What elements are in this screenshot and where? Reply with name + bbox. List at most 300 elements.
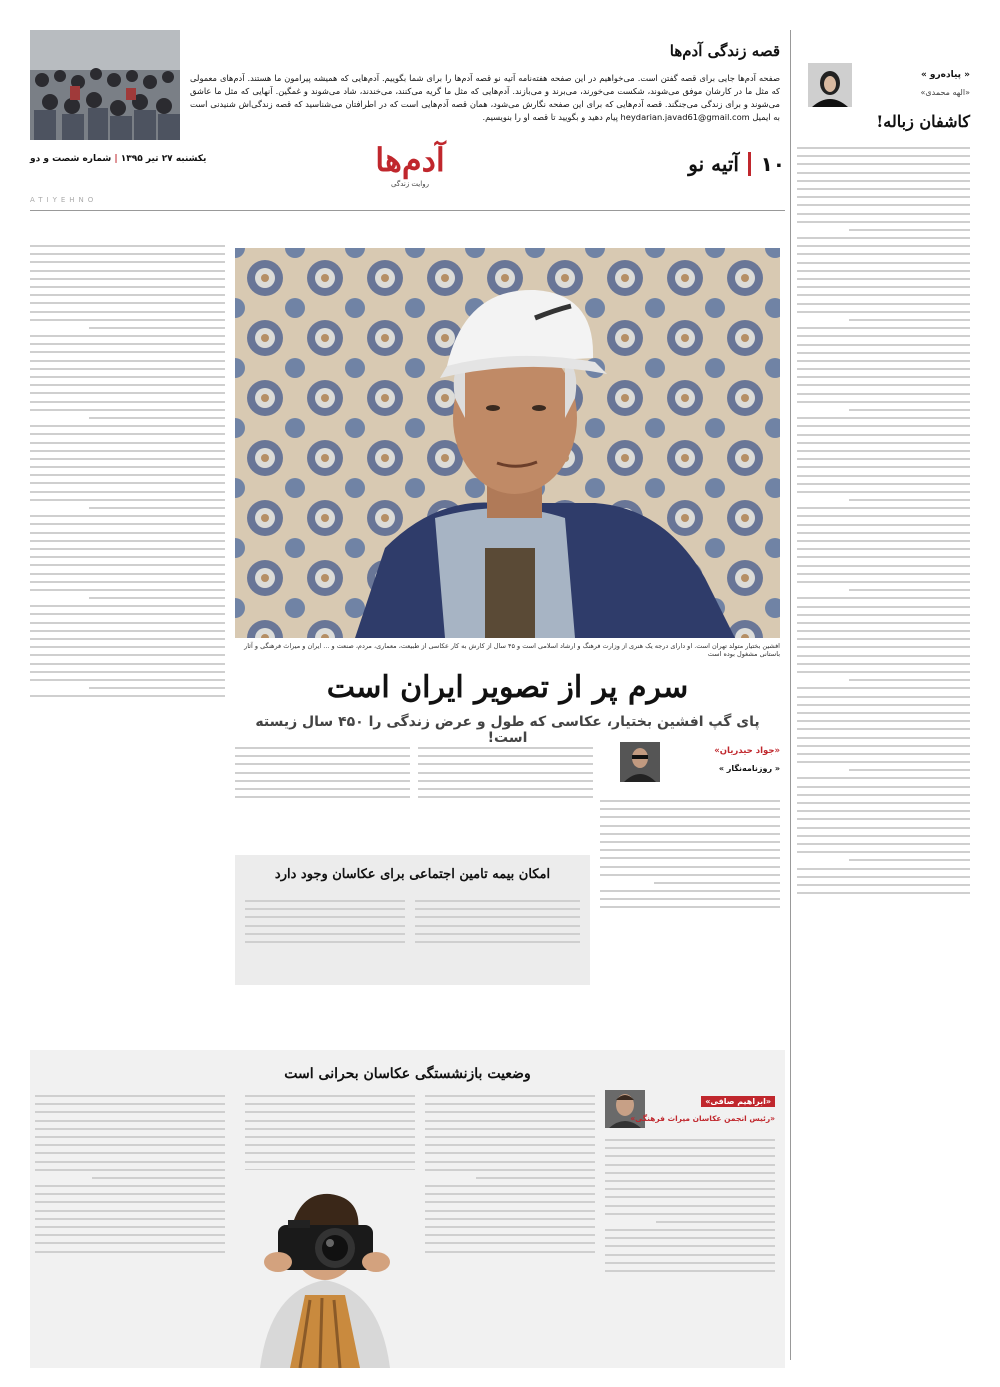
text-line	[89, 597, 226, 599]
text-line	[797, 286, 970, 288]
text-line	[797, 303, 970, 305]
byline	[600, 742, 780, 792]
text-line	[797, 671, 970, 673]
text-line	[605, 1229, 775, 1231]
text-line	[30, 433, 225, 435]
text-line	[35, 1210, 225, 1212]
text-line	[797, 221, 970, 223]
bottom-col-1	[605, 1134, 775, 1360]
text-line	[797, 884, 970, 886]
text-line	[797, 720, 970, 722]
text-line	[30, 532, 225, 534]
text-line	[797, 704, 970, 706]
text-line	[600, 906, 780, 908]
text-line	[797, 892, 970, 894]
text-line	[89, 687, 226, 689]
text-line	[605, 1245, 775, 1247]
photographer-image	[230, 1170, 420, 1368]
text-line	[600, 857, 780, 859]
text-line	[797, 777, 970, 779]
text-line	[30, 294, 225, 296]
text-line	[425, 1136, 595, 1138]
text-line	[797, 270, 970, 272]
text-line	[30, 253, 225, 255]
text-line	[797, 876, 970, 878]
text-line	[415, 933, 580, 935]
text-line	[600, 825, 780, 827]
text-line	[605, 1262, 775, 1264]
text-line	[425, 1226, 595, 1228]
text-line	[797, 810, 970, 812]
text-line	[849, 679, 970, 681]
text-line	[797, 606, 970, 608]
text-line	[235, 796, 410, 798]
text-line	[245, 1095, 415, 1097]
text-line	[797, 180, 970, 182]
text-line	[600, 890, 780, 892]
text-line	[605, 1139, 775, 1141]
date-separator: |	[111, 154, 118, 164]
text-line	[425, 1169, 595, 1171]
text-line	[797, 311, 970, 313]
text-line	[797, 344, 970, 346]
bottom-byline	[595, 1090, 775, 1130]
text-line	[797, 515, 970, 517]
text-line	[418, 796, 593, 798]
text-line	[605, 1180, 775, 1182]
text-line	[30, 548, 225, 550]
text-line	[797, 728, 970, 730]
text-line	[30, 679, 225, 681]
text-line	[418, 780, 593, 782]
text-line	[35, 1226, 225, 1228]
text-line	[797, 802, 970, 804]
text-line	[797, 630, 970, 632]
text-line	[425, 1193, 595, 1195]
text-line	[30, 335, 225, 337]
text-line	[30, 491, 225, 493]
text-line	[35, 1201, 225, 1203]
text-line	[425, 1095, 595, 1097]
text-line	[797, 335, 970, 337]
text-line	[797, 147, 970, 149]
intro-title: قصه زندگی آدم‌ها	[669, 42, 780, 60]
byline-avatar	[620, 742, 660, 782]
text-line	[89, 417, 226, 419]
text-line	[425, 1185, 595, 1187]
text-line	[35, 1128, 225, 1130]
text-line	[425, 1120, 595, 1122]
text-line	[605, 1188, 775, 1190]
text-line	[797, 352, 970, 354]
text-line	[415, 908, 580, 910]
text-line	[245, 1136, 415, 1138]
text-line	[418, 788, 593, 790]
text-line	[797, 450, 970, 452]
text-line	[654, 882, 780, 884]
bottom-col-4	[35, 1090, 225, 1360]
text-line	[797, 712, 970, 714]
text-line	[797, 614, 970, 616]
text-line	[35, 1120, 225, 1122]
text-line	[35, 1251, 225, 1253]
text-line	[797, 376, 970, 378]
text-line	[797, 540, 970, 542]
main-col-1	[600, 795, 780, 985]
text-line	[849, 769, 970, 771]
main-col-3-lines	[235, 742, 410, 847]
text-line	[425, 1242, 595, 1244]
text-line	[35, 1185, 225, 1187]
text-line	[235, 772, 410, 774]
insurance-col-b-lines	[245, 895, 405, 977]
text-line	[476, 1177, 595, 1179]
text-line	[797, 294, 970, 296]
text-line	[30, 319, 225, 321]
sidebar-kicker: « پیاده‌رو »	[920, 70, 970, 80]
text-line	[30, 671, 225, 673]
text-line	[245, 1152, 415, 1154]
text-line	[245, 1161, 415, 1163]
text-line	[235, 763, 410, 765]
text-line	[797, 327, 970, 329]
text-line	[415, 900, 580, 902]
insurance-col-a-lines	[415, 895, 580, 977]
text-line	[605, 1205, 775, 1207]
logo-text: آدم‌ها	[375, 141, 445, 179]
text-line	[425, 1218, 595, 1220]
text-line	[797, 417, 970, 419]
text-line	[797, 458, 970, 460]
text-line	[849, 229, 970, 231]
text-line	[425, 1161, 595, 1163]
left-column-text	[30, 240, 225, 982]
text-line	[30, 474, 225, 476]
text-line	[425, 1201, 595, 1203]
text-line	[797, 393, 970, 395]
text-line	[245, 1128, 415, 1130]
text-line	[30, 351, 225, 353]
left-column-lines	[30, 240, 225, 982]
text-line	[30, 450, 225, 452]
date: یکشنبه ۲۷ تیر ۱۳۹۵	[120, 154, 207, 164]
text-line	[797, 753, 970, 755]
text-line	[797, 384, 970, 386]
text-line	[35, 1218, 225, 1220]
text-line	[35, 1111, 225, 1113]
text-line	[245, 1103, 415, 1105]
text-line	[797, 360, 970, 362]
text-line	[30, 286, 225, 288]
text-line	[605, 1147, 775, 1149]
text-line	[797, 532, 970, 534]
text-line	[30, 499, 225, 501]
bottom-col-2-lines	[425, 1090, 595, 1360]
text-line	[30, 573, 225, 575]
section-name: آتیه نو	[688, 152, 739, 176]
bottom-col-4-lines	[35, 1090, 225, 1360]
text-line	[30, 581, 225, 583]
text-line	[30, 245, 225, 247]
text-line	[415, 925, 580, 927]
text-line	[30, 638, 225, 640]
text-line	[30, 646, 225, 648]
crowd-photo	[30, 30, 180, 140]
text-line	[849, 319, 970, 321]
text-line	[797, 556, 970, 558]
photo-caption: افشین بختیار متولد تهران است. او دارای درجه یک هنری از وزارت فرهنگ و ارشاد اسلامی است و ۴۵ سال از کارش به کار عکاسی از طبیعت، معماری، مردم، صنعت و ... ایران و میراث فرهنگی و آثار باستانی مشغول بوده است	[244, 642, 780, 658]
text-line	[30, 311, 225, 313]
text-line	[30, 523, 225, 525]
main-col-2	[418, 742, 593, 847]
text-line	[797, 245, 970, 247]
text-line	[245, 1120, 415, 1122]
text-line	[797, 507, 970, 509]
text-line	[797, 368, 970, 370]
text-line	[418, 755, 593, 757]
text-line	[425, 1128, 595, 1130]
text-line	[30, 466, 225, 468]
text-line	[30, 261, 225, 263]
text-line	[415, 941, 580, 943]
text-line	[35, 1095, 225, 1097]
text-line	[797, 655, 970, 657]
text-line	[245, 916, 405, 918]
main-col-2-lines	[418, 742, 593, 847]
text-line	[425, 1103, 595, 1105]
text-line	[797, 597, 970, 599]
text-line	[30, 589, 225, 591]
text-line	[797, 835, 970, 837]
subhead: پای گپ افشین بختیار، عکاسی که طول و عرض زندگی را ۴۵۰ سال زیسته است!	[255, 714, 760, 746]
text-line	[425, 1234, 595, 1236]
text-line	[797, 188, 970, 190]
text-line	[30, 605, 225, 607]
sidebar-body	[797, 142, 970, 1357]
text-line	[30, 384, 225, 386]
text-line	[89, 507, 226, 509]
bottom-section	[30, 1050, 785, 1368]
portrait-photo	[235, 248, 780, 638]
text-line	[605, 1270, 775, 1272]
intro-box	[30, 30, 780, 142]
text-line	[30, 270, 225, 272]
text-line	[605, 1254, 775, 1256]
text-line	[600, 874, 780, 876]
text-line	[30, 368, 225, 370]
text-line	[92, 1177, 225, 1179]
text-line	[600, 841, 780, 843]
insurance-col-b	[245, 895, 405, 977]
text-line	[797, 425, 970, 427]
text-line	[797, 737, 970, 739]
text-line	[797, 786, 970, 788]
bottom-headline: وضعیت بازنشستگی عکاسان بحرانی است	[284, 1066, 531, 1082]
text-line	[35, 1242, 225, 1244]
text-line	[849, 499, 970, 501]
text-line	[30, 442, 225, 444]
main-col-1-lines	[600, 795, 780, 985]
sidebar-author: «الهه محمدی»	[920, 88, 970, 97]
masthead-rule	[30, 210, 785, 211]
text-line	[425, 1251, 595, 1253]
text-line	[797, 745, 970, 747]
text-line	[30, 515, 225, 517]
text-line	[235, 780, 410, 782]
text-line	[35, 1161, 225, 1163]
text-line	[600, 898, 780, 900]
text-line	[797, 401, 970, 403]
text-line	[30, 630, 225, 632]
text-line	[797, 622, 970, 624]
text-line	[30, 695, 225, 697]
masthead	[30, 140, 785, 210]
text-line	[797, 278, 970, 280]
text-line	[605, 1237, 775, 1239]
text-line	[797, 213, 970, 215]
text-line	[605, 1164, 775, 1166]
text-line	[245, 900, 405, 902]
text-line	[605, 1196, 775, 1198]
text-line	[605, 1213, 775, 1215]
text-line	[797, 163, 970, 165]
text-line	[418, 763, 593, 765]
text-line	[849, 859, 970, 861]
text-line	[600, 816, 780, 818]
text-line	[797, 851, 970, 853]
text-line	[418, 772, 593, 774]
text-line	[245, 933, 405, 935]
text-line	[797, 843, 970, 845]
text-line	[797, 442, 970, 444]
text-line	[600, 800, 780, 802]
bottom-col-2	[425, 1090, 595, 1360]
text-line	[30, 392, 225, 394]
text-line	[425, 1210, 595, 1212]
text-line	[245, 925, 405, 927]
sidebar-avatar	[808, 63, 852, 107]
text-line	[235, 747, 410, 749]
text-line	[797, 761, 970, 763]
text-line	[797, 696, 970, 698]
text-line	[425, 1152, 595, 1154]
text-line	[235, 755, 410, 757]
text-line	[245, 1111, 415, 1113]
text-line	[797, 524, 970, 526]
text-line	[425, 1144, 595, 1146]
text-line	[797, 687, 970, 689]
text-line	[30, 302, 225, 304]
text-line	[30, 482, 225, 484]
text-line	[797, 818, 970, 820]
text-line	[849, 409, 970, 411]
text-line	[30, 654, 225, 656]
text-line	[797, 646, 970, 648]
text-line	[30, 458, 225, 460]
text-line	[849, 589, 970, 591]
text-line	[30, 376, 225, 378]
text-line	[30, 556, 225, 558]
text-line	[797, 827, 970, 829]
text-line	[30, 564, 225, 566]
text-line	[35, 1152, 225, 1154]
logo-subtitle: روایت زندگی	[391, 180, 429, 188]
text-line	[600, 866, 780, 868]
insurance-box-title: امکان بیمه تامین اجتماعی برای عکاسان وجود دارد	[274, 867, 551, 882]
intro-text: صفحه آدم‌ها جایی برای قصه گفتن است. می‌خواهیم در این صفحه هفته‌نامه آتیه نو قصه آدم‌ها را برای شما بگوییم. آدم‌هایی که همیشه پیرامون ما هستند. آدم‌های معمولی که مثل ما در کارشان موفق می‌شوند، شکست می‌خورند، می‌برند و می‌بازند. آدم‌هایی که مثل ما گریه می‌کنند، می‌خندند، شاد می‌شوند و غمگین. آنهایی که مثل ما عاشق می‌شوند و برای زندگی می‌جنگند. قصه آدم‌هایی که برای این صفحه نگارش می‌شود، همان قصه آدم‌هایی است که در اطرافتان می‌شناسید که قصه زندگی‌اش شنیدنی است به ایمیل heydarian.javad61@gmail.com پیام دهید و بگویید تا قصه او را بنویسیم.	[190, 73, 780, 122]
text-line	[797, 155, 970, 157]
text-line	[418, 747, 593, 749]
text-line	[797, 573, 970, 575]
byline-name: «جواد حیدریان»	[714, 746, 780, 756]
text-line	[30, 278, 225, 280]
text-line	[425, 1111, 595, 1113]
text-line	[30, 622, 225, 624]
text-line	[245, 941, 405, 943]
latin-brand: ATIYEHNO	[30, 196, 98, 204]
text-line	[245, 1144, 415, 1146]
text-line	[797, 638, 970, 640]
text-line	[30, 613, 225, 615]
sidebar-title: کاشفان زباله!	[876, 112, 970, 131]
text-line	[797, 794, 970, 796]
section-divider	[748, 152, 751, 176]
page-number: ۱۰	[760, 152, 785, 176]
text-line	[797, 262, 970, 264]
text-line	[30, 540, 225, 542]
text-line	[30, 409, 225, 411]
logo	[350, 140, 470, 188]
issue-date	[30, 154, 206, 164]
text-line	[35, 1144, 225, 1146]
text-line	[797, 466, 970, 468]
text-line	[35, 1136, 225, 1138]
text-line	[797, 548, 970, 550]
text-line	[797, 581, 970, 583]
text-line	[797, 483, 970, 485]
text-line	[797, 565, 970, 567]
text-line	[797, 204, 970, 206]
headline: سرم پر از تصویر ایران است	[326, 670, 689, 705]
insurance-box	[235, 855, 590, 985]
text-line	[30, 425, 225, 427]
insurance-col-a	[415, 895, 580, 977]
bottom-byline-name: «ابراهیم صافی»	[701, 1096, 775, 1107]
text-line	[35, 1193, 225, 1195]
text-line	[245, 908, 405, 910]
text-line	[656, 1221, 775, 1223]
text-line	[30, 401, 225, 403]
text-line	[605, 1155, 775, 1157]
sidebar-text-lines	[797, 142, 970, 1357]
text-line	[235, 788, 410, 790]
text-line	[797, 868, 970, 870]
text-line	[600, 833, 780, 835]
text-line	[605, 1172, 775, 1174]
text-line	[797, 434, 970, 436]
text-line	[797, 196, 970, 198]
text-line	[35, 1169, 225, 1171]
sidebar	[797, 30, 970, 1360]
text-line	[797, 172, 970, 174]
text-line	[35, 1103, 225, 1105]
bottom-byline-role: «رئیس انجمن عکاسان میراث فرهنگی»	[630, 1114, 775, 1123]
text-line	[797, 663, 970, 665]
text-line	[415, 916, 580, 918]
byline-role: « روزنامه‌نگار »	[718, 764, 780, 773]
text-line	[797, 253, 970, 255]
text-line	[30, 343, 225, 345]
